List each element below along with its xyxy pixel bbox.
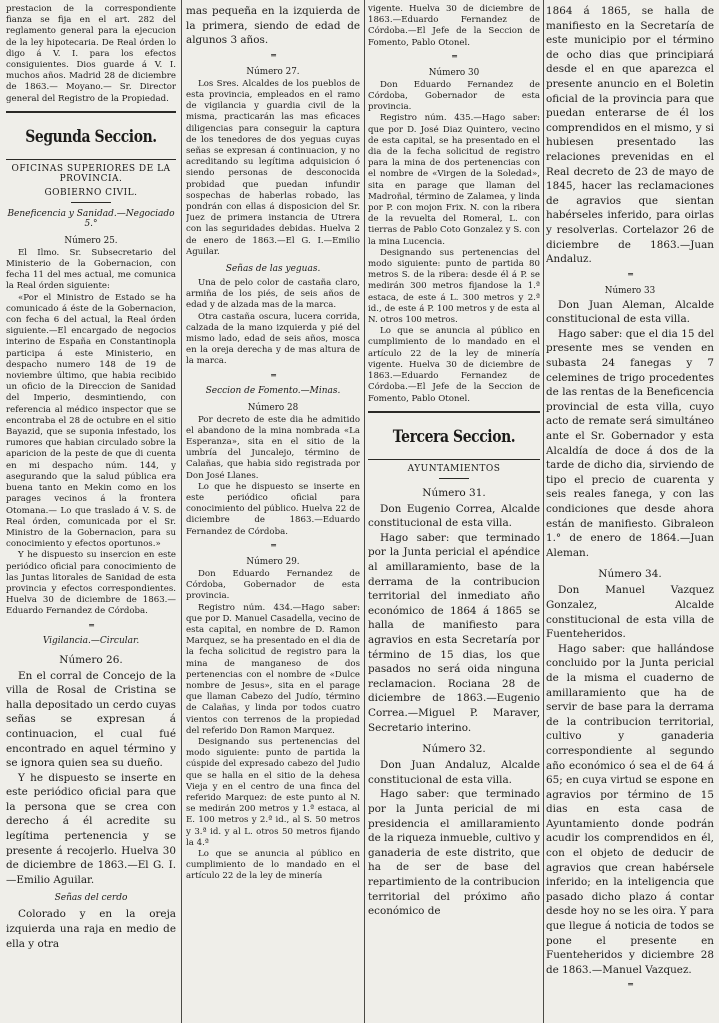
notice-number: Número 34. bbox=[598, 568, 662, 581]
column-4 bbox=[546, 4, 714, 992]
separator: ═ bbox=[271, 370, 275, 380]
section-heading-segunda: Segunda Seccion. bbox=[25, 126, 157, 147]
separator: ═ bbox=[452, 51, 456, 61]
notice-number: Número 33 bbox=[604, 285, 656, 296]
paragraph: Una de pelo color de castaña claro, armiña de los piés, de seis años de edad y de alzada mas de la marca. bbox=[186, 278, 360, 311]
paragraph: Designando sus pertenencias del modo siguiente: punto de partida la cúspide del expresado cabezo del Judio que se halla en el sitio de la dehesa Vieja y en el centro de una finca del referido Marquez: de este punto al N. se medirán 200 metros y 1.ª estaca, al E. 100 metros y 2.ª id., al S. 50 metros y 3.ª id. y al L. otros 50 metros fijando la 4.ª bbox=[186, 736, 360, 848]
paragraph: prestacion de la correspondiente fianza se fija en el art. 282 del reglamento general para la ejecucion de la ley hipotecaria. De Real órden lo digo á V. I. para los efectos consiguientes. Dios guarde á V. I. muchos años. Madrid 28 de diciembre de 1863.— Moyano.— Sr. Director general del Registro de la Propiedad. bbox=[6, 4, 176, 104]
separator: ═ bbox=[628, 980, 632, 990]
divider bbox=[439, 478, 469, 479]
subheading-beneficencia: Beneficencia y Sanidad.—Negociado 5.° bbox=[7, 208, 175, 229]
notice-number: Número 31. bbox=[422, 486, 486, 499]
paragraph: Lo que se anuncia al público en cumplimiento de lo mandado en el artículo 22 de la ley de minería bbox=[186, 848, 360, 882]
paragraph: Por decreto de este dia he admitido el abandono de la mina nombrada «La Esperanza», sita en el sitio de la umbría del Juncalejo, término de Calañas, que habia sido registrada por Don José Llanes. bbox=[186, 414, 360, 481]
notice-number: Número 28 bbox=[247, 402, 299, 413]
paragraph: Don Eugenio Correa, Alcalde constitucional de esta villa. bbox=[368, 502, 540, 530]
subheading-fomento: Seccion de Fomento.—Minas. bbox=[205, 385, 341, 396]
section-rule bbox=[6, 111, 176, 113]
heading-ayuntamientos: AYUNTAMIENTOS bbox=[407, 463, 501, 474]
notice-number: Número 29. bbox=[246, 556, 300, 567]
paragraph: Otra castaña oscura, lucera corrida, calzada de la mano izquierda y pié del mismo lado, edad de seis años, mosca en la oreja derecha y de mas altura de la marca. bbox=[186, 311, 360, 367]
notice-number: Número 30 bbox=[428, 67, 480, 78]
subheading-senas-yeguas: Señas de las yeguas. bbox=[225, 264, 321, 275]
subheading-senas-cerdo: Señas del cerdo bbox=[54, 893, 128, 904]
paragraph: Hago saber: que terminado por la Junta pericial de mi presidencia el amillaramiento de la riqueza inmueble, cultivo y ganaderia de este distrito, que ha de ser de base del repartimiento de la contribucion territorial del próximo año económico de bbox=[368, 788, 540, 918]
section-rule bbox=[368, 411, 540, 413]
notice-number: Número 32. bbox=[422, 743, 486, 756]
paragraph: Y he dispuesto se inserte en este periódico oficial para que la persona que se crea con derecho á él acredite su legítima pertenencia y se presente á recojerlo. Huelva 30 de diciembre de 1863.—El G. I. —Emilio Aguilar. bbox=[6, 771, 176, 886]
paragraph: Hago saber: que el dia 15 del presente mes se venden en subasta 24 fanegas y 7 celemines de trigo procedentes de las rentas de la Beneficencia provincial de esta villa, cuyo acto de remate será simultáneo ante el Sr. Gobernador y esta Alcaldía de doce á dos de la tarde de dicho dia, sirviendo de tipo el precio de cuarenta y seis reales fanega, y con las condiciones que desde ahora están de manifiesto. Gibraleon 1.° de enero de 1864.—Juan Aleman. bbox=[546, 327, 714, 559]
divider bbox=[71, 202, 111, 203]
paragraph: mas pequeña en la izquierda de la primera, siendo de edad de algunos 3 años. bbox=[186, 5, 360, 47]
paragraph: Don Eduardo Fernandez de Córdoba, Gobernador de esta provincia. bbox=[368, 79, 540, 113]
paragraph: Don Juan Aleman, Alcalde constitucional de esta villa. bbox=[546, 298, 714, 326]
paragraph: Lo que se anuncia al público en cumplimiento de lo mandado en el artículo 22 de la ley de minería vigente. Huelva 30 de diciembre de 1863.—Eduardo Fernandez de Córdoba.—El Jefe de la Seccion de Fomento, Pablo Otonel. bbox=[368, 326, 540, 404]
notice-number: Número 25. bbox=[64, 235, 118, 246]
column-divider bbox=[543, 0, 544, 1023]
separator: ═ bbox=[89, 620, 93, 630]
separator: ═ bbox=[628, 269, 632, 279]
column-3 bbox=[368, 4, 540, 919]
paragraph: En el corral de Concejo de la villa de Rosal de Cristina se halla depositado un cerdo cuyas señas se expresan á continuacion, el cual fué encontrado en aquel término y se ignora quien sea su dueño. bbox=[6, 669, 176, 770]
paragraph: Los Sres. Alcaldes de los pueblos de esta provincia, empleados en el ramo de vigilancia y guardia civil de la misma, practicarán las mas eficaces diligencias para conseguir la captura de los tenedores de dos yeguas cuyas señas se expresan á continuacion, y no acreditando su legítima adquisicion ó siendo personas de desconocida probidad que puedan infundir sospechas de haberlas robado, las pondrán con ellas á disposicion del Sr. Juez de primera instancia de Utrera con las seguridades debidas. Huelva 2 de enero de 1863.—El G. I.—Emilio Aguilar. bbox=[186, 78, 360, 257]
paragraph: Designando sus pertenencias del modo siguiente: punto de partida 80 metros S. de la ribera: desde él á P. se medirán 300 metros fijandose la 1.ª estaca, de este á L. 300 metros y 2.ª id., de este á P. 100 metros y de esta al N. otros 100 metros. bbox=[368, 247, 540, 326]
column-divider bbox=[181, 0, 182, 1023]
section-rule bbox=[368, 459, 540, 460]
separator: ═ bbox=[271, 50, 275, 60]
paragraph: «Por el Ministro de Estado se ha comunicado á éste de la Gobernacion, con fecha 6 del actual, la Real órden siguiente.—El encargado de negocios interino de España en Constantinopla participa á este Ministerio, en despacho numero 148 de 19 de noviembre último, que habia recibido un oficio de la Direccion de Sanidad del Imperio, desmintiendo, con referencia al médico inspector que se encontraba el 28 de octubre en el sitio Bayazid, que se suponia infestado, los rumores que habian circulado sobre la aparicion de la peste de que di cuenta en mi despacho núm. 144, y asegurando que la salud pública era buena tanto en Mekin como en los parages vecinos á la frontera Otomana.— Lo que traslado á V. S. de Real órden, comunicada por el Sr. Ministro de la Gobernacion, para su conocimiento y efectos oportunos.» bbox=[6, 292, 176, 550]
separator: ═ bbox=[271, 540, 275, 550]
column-1 bbox=[6, 4, 176, 951]
heading-oficinas: OFICINAS SUPERIORES DE LA PROVINCIA. bbox=[11, 163, 171, 184]
heading-gobierno: GOBIERNO CIVIL. bbox=[44, 187, 138, 198]
paragraph: Hago saber: que terminado por la Junta pericial el apéndice al amillaramiento, base de la derrama de la contribucion territorial del inmediato año económico de 1864 á 1865 se halla de manifiesto para agravios en esta Secretaría por término de 15 dias, los que pasados no será oida ninguna reclamacion. Rociana 28 de diciembre de 1863.—Eugenio Correa.—Miguel P. Maraver, Secretario interino. bbox=[368, 531, 540, 734]
notice-number: Número 27. bbox=[246, 66, 300, 77]
paragraph: El Ilmo. Sr. Subsecretario del Ministerio de la Gobernacion, con fecha 11 del mes actual, me comunica la Real órden siguiente: bbox=[6, 247, 176, 292]
paragraph: Lo que he dispuesto se inserte en este periódico oficial para conocimiento del público. Huelva 22 de diciembre de 1863.—Eduardo Fernandez de Córdoba. bbox=[186, 481, 360, 537]
paragraph: Y he dispuesto su insercion en este periódico oficial para conocimiento de las Juntas litorales de Sanidad de esta provincia y efectos correspondientes. Huelva 30 de diciembre de 1863.—Eduardo Fernandez de Córdoba. bbox=[6, 550, 176, 617]
paragraph: Don Manuel Vazquez Gonzalez, Alcalde constitucional de esta villa de Fuenteheridos. bbox=[546, 584, 714, 641]
paragraph: Don Eduardo Fernandez de Córdoba, Gobernador de esta provincia. bbox=[186, 568, 360, 602]
paragraph: Registro núm. 435.—Hago saber: que por D. José Diaz Quintero, vecino de esta capital, se ha presentado en el dia de la fecha solicitud de registro para la mina de dos pertenencias con el nombre de «Virgen de la Soledad», sita en parage que llaman del Madroñal, término de Zalamea, y linda por P. con mojon Frix. N. con la ribera de la revuelta del Romeral, L. con tierras de Pablo Coto Gonzalez y S. con la mina Lucencia. bbox=[368, 113, 540, 247]
section-heading-tercera: Tercera Seccion. bbox=[392, 426, 516, 447]
column-2 bbox=[186, 4, 360, 883]
notice-number: Número 26. bbox=[59, 653, 123, 666]
paragraph: Colorado y en la oreja izquierda una raja en medio de ella y otra bbox=[6, 908, 176, 950]
paragraph: vigente. Huelva 30 de diciembre de 1863.—Eduardo Fernandez de Córdoba.—El Jefe de la Seccion de Fomento, Pablo Otonel. bbox=[368, 4, 540, 48]
paragraph: Hago saber: que hallándose concluido por la Junta pericial de la misma el cuaderno de amillaramiento que ha de servir de base para la derrama de la contribucion territorial, cultivo y ganaderia correspondiente al segundo año económico ó sea el de 64 á 65; en cuya virtud se espone en agravios por término de 15 dias en esta casa de Ayuntamiento donde podrán acudir los comprendidos en él, con el objeto de deducir de agravios que crean habérsele inferido; en la inteligencia que pasado dicho plazo á contar desde hoy no se les oira. Y para que llegue á noticia de todos se pone el presente en Fuenteheridos y diciembre 28 de 1863.—Manuel Vazquez. bbox=[546, 642, 714, 976]
section-rule bbox=[6, 159, 176, 160]
paragraph: Don Juan Andaluz, Alcalde constitucional de esta villa. bbox=[368, 759, 540, 786]
paragraph: Registro núm. 434.—Hago saber: que por D. Manuel Casadella, vecino de esta capital, en nombre de D. Ramon Marquez, se ha presentado en el dia de la fecha solicitud de registro para la mina de manganeso de dos pertenencias con el nombre de «Dulce nombre de Jesus», sita en el parage que llaman Cabezo del Judío, término de Calañas, y linda por todos cuatro vientos con terrenos de la propiedad del referido Don Ramon Marquez. bbox=[186, 602, 360, 736]
subheading-vigilancia: Vigilancia.—Circular. bbox=[42, 635, 140, 646]
column-divider bbox=[364, 0, 365, 1023]
paragraph: 1864 á 1865, se halla de manifiesto en la Secretaría de este municipio por el término de ocho dias que principiará desde el en que aparezca el presente anuncio en el Boletin oficial de la provincia para que puedan enterarse de él los comprendidos en el mismo, y si hubiesen presentado las relaciones prevenidas en el Real decreto de 23 de mayo de 1845, hacer las reclamaciones de agravios que sientan habérseles inferido, para oirlas y resolverlas. Cortelazor 26 de diciembre de 1863.—Juan Andaluz. bbox=[546, 5, 714, 266]
